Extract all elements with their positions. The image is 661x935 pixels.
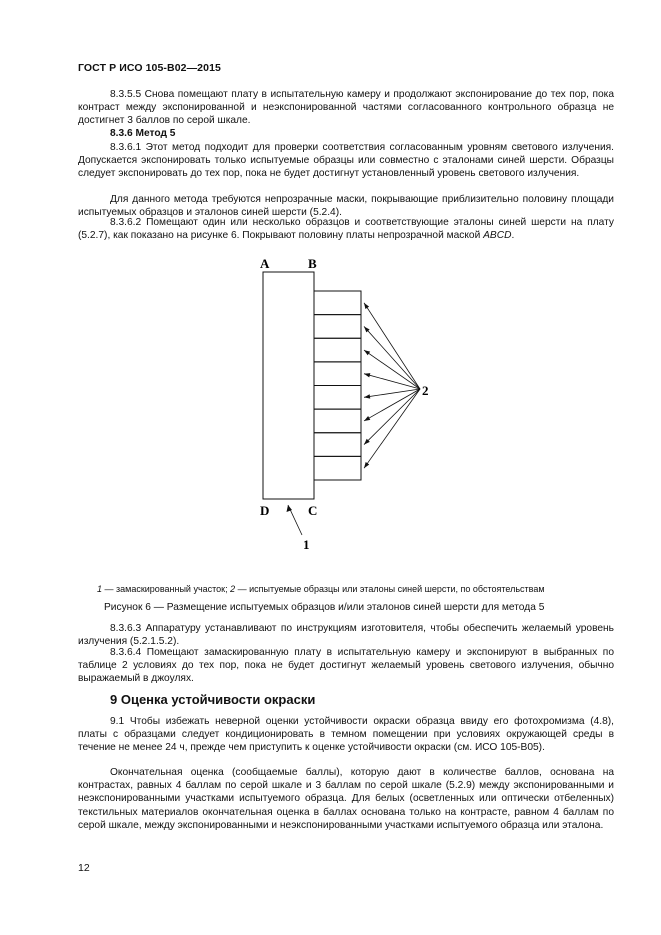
sample-strip: [314, 386, 361, 410]
legend-1-text: — замаскированный участок;: [102, 584, 231, 594]
corner-b-label: B: [308, 256, 317, 271]
callout-1-label: 1: [303, 537, 310, 552]
legend-1-num: 1: [97, 584, 103, 594]
callout-2-arrow: [364, 389, 420, 397]
paragraph-8-3-6-2-text: 8.3.6.2 Помещают один или несколько образцов и соответствующие эталоны синей шерсти на плату (5.2.7), как показано на рисунке 6. Покрывают половину платы непрозрачной маской: [78, 217, 614, 242]
corner-c-label: C: [308, 503, 318, 518]
sample-strip: [314, 433, 361, 457]
figure-caption: Рисунок 6 — Размещение испытуемых образцов и/или эталонов синей шерсти для метода 5: [104, 602, 545, 613]
figure-6-diagram: [250, 250, 450, 560]
sample-strip: [314, 409, 361, 433]
corner-d-label: D: [260, 503, 270, 518]
sample-strip: [314, 315, 361, 339]
figure-6: [250, 250, 450, 565]
sample-strip: [314, 291, 361, 315]
callout-2-arrow: [364, 389, 420, 468]
callout-2-arrow: [364, 389, 420, 421]
heading-8-3-6: 8.3.6 Метод 5: [110, 128, 176, 139]
callout-2-arrows: [364, 303, 420, 468]
page-header: ГОСТ Р ИСО 105-В02—2015: [78, 62, 221, 74]
paragraph-8-3-6-1: 8.3.6.1 Этот метод подходит для проверки соответствия согласованным уровням светового излучения. Допускается экспонировать только испытуемые образцы или совместно с эталонами синей шерсти. Образцы следует экспонировать до тех пор, пока не будет достигнут установленный уровень светового излучения.: [78, 142, 614, 180]
callout-2-arrow: [364, 389, 420, 445]
callout-2-arrow: [364, 326, 420, 389]
paragraph-8-3-6-2: [78, 216, 614, 242]
figure-legend: [97, 584, 545, 594]
paragraph-9-1: 9.1 Чтобы избежать неверной оценки устойчивости окраски образца ввиду его фотохромизма (4.8), платы с образцами следует кондиционировать в темном помещении при условиях окружающей среды в течение не менее 24 ч, прежде чем приступить к оценке устойчивости окраски (см. ИСО 105-В05).: [78, 716, 614, 754]
paragraph-masks: Для данного метода требуются непрозрачные маски, покрывающие приблизительно половину площади испытуемых образцов и эталонов синей шерсти (5.2.4).: [78, 194, 614, 219]
callout-2-arrow: [364, 350, 420, 389]
sample-strip: [314, 338, 361, 362]
sample-strip: [314, 456, 361, 480]
paragraph-8-3-6-4: 8.3.6.4 Помещают замаскированную плату в испытательную камеру и экспонируют в выбранных по таблице 2 условиях до тех пор, пока не будет достигнут желаемый уровень светового излучения, обычно выражаемый в джоулях.: [78, 647, 614, 685]
paragraph-final-assessment: Окончательная оценка (сообщаемые баллы), которую дают в количестве баллов, основана на контрастах, равных 4 баллам по серой шкале и 3 баллам по серой шкале (5.2.9) между экспонированными и неэкспонированными участками испытуемого образца. Для белых (осветленных или оптически отбеленных) текстильных материалов окончательная оценка в баллах основана только на контрасте, равном 4 баллам по серой шкале, между экспонированными и неэкспонированными участками испытуемого образца или эталона.: [78, 767, 614, 831]
sample-strip: [314, 362, 361, 386]
legend-2-text: — испытуемые образцы или эталоны синей шерсти, по обстоятельствам: [235, 584, 545, 594]
paragraph-8-3-5-5: 8.3.5.5 Снова помещают плату в испытательную камеру и продолжают экспонирование до тех пор, пока контраст между экспонированной и неэкспонированной частями согласованного контрольного образца не достигнет 3 баллов по серой шкале.: [78, 89, 614, 127]
callout-2-arrowhead: [364, 373, 370, 377]
paragraph-8-3-6-3: 8.3.6.3 Аппаратуру устанавливают по инструкциям изготовителя, чтобы обеспечить желаемый уровень излучения (5.2.1.5.2).: [78, 623, 614, 648]
mask-label-abcd: ABCD: [483, 230, 512, 242]
legend-2-num: 2: [230, 584, 236, 594]
callout-2-arrowhead: [364, 350, 370, 355]
callout-2-arrowhead: [364, 416, 370, 421]
callout-2-arrowhead: [364, 303, 369, 309]
callout-2-arrowhead: [364, 462, 369, 468]
paragraph-8-3-6-2-end: .: [511, 230, 515, 242]
mask-rectangle-abcd: [263, 272, 314, 499]
page-number: 12: [78, 862, 90, 874]
callout-2-arrowhead: [364, 394, 370, 398]
callout-2-label: 2: [422, 383, 429, 398]
sample-strips: [314, 291, 361, 480]
heading-section-9: 9 Оценка устойчивости окраски: [110, 692, 316, 707]
corner-a-label: A: [260, 256, 270, 271]
